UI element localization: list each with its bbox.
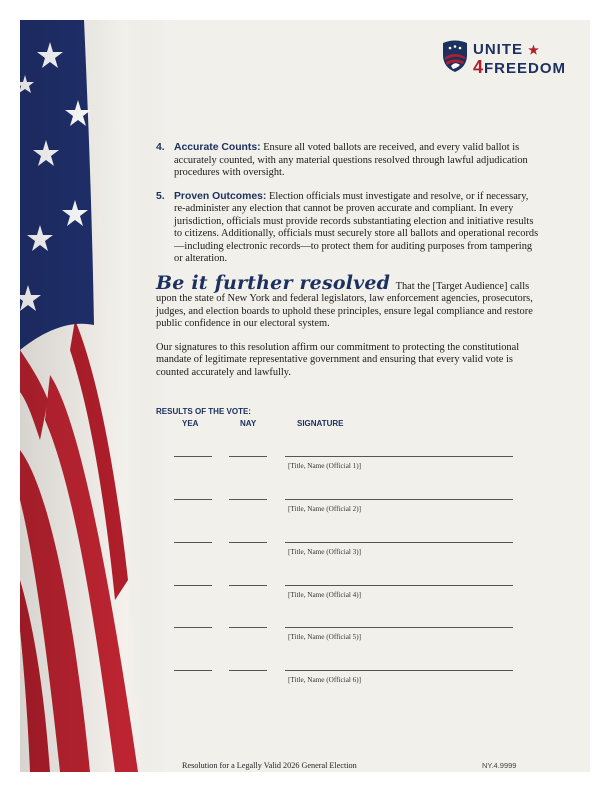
signature-caption: [Title, Name (Official 6)] (288, 676, 362, 684)
shield-eagle-icon (441, 39, 469, 73)
nay-line[interactable] (229, 499, 267, 500)
list-item-proven-outcomes (156, 191, 540, 266)
signature-caption: [Title, Name (Official 3)] (288, 548, 362, 556)
resolved-paragraph (156, 271, 540, 331)
nay-line[interactable] (229, 542, 267, 543)
resolution-body (156, 142, 540, 395)
nay-line[interactable] (229, 670, 267, 671)
item-text: Election officials must investigate and resolve, or if necessary, re-administer any election that cannot be proven accurate and compliant. In every jurisdiction, officials must provide records substantiating election and initiative results to citizens. Additionally, officials must securely store all ballots and operational records—including electronic records—to protect them for auditing purposes from tampering or alteration. (174, 190, 539, 264)
item-text: Ensure all voted ballots are received, and every valid ballot is accurately counted, with any material questions resolved through lawful adjudication procedures with oversight. (174, 142, 528, 178)
signature-line[interactable] (285, 627, 513, 628)
yea-line[interactable] (174, 670, 212, 671)
resolved-text: That the [Target Audience] calls upon the state of New York and federal legislators, law enforcement agencies, prosecutors, judges, and election boards to uphold these principles, ensure legal compliance and restore public confidence in our electoral system. (156, 280, 533, 329)
nay-line[interactable] (229, 585, 267, 586)
logo-line2: 4FREEDOM (473, 57, 567, 77)
document-page (20, 20, 590, 772)
signature-caption: [Title, Name (Official 4)] (288, 591, 362, 599)
yea-line[interactable] (174, 456, 212, 457)
signature-line[interactable] (285, 456, 513, 457)
footer-code: NY.4.9999 (482, 761, 517, 770)
nay-line[interactable] (229, 627, 267, 628)
results-title: RESULTS OF THE VOTE: (156, 407, 251, 416)
item-number: 5. (156, 190, 165, 202)
signature-caption: [Title, Name (Official 5)] (288, 633, 362, 641)
signatures-paragraph: Our signatures to this resolution affirm our commitment to protecting the constitutional mandate of legitimate representative government and ensuring that every valid vote is counted accurately and lawfully. (156, 341, 520, 378)
column-header-nay: NAY (240, 419, 257, 428)
yea-line[interactable] (174, 542, 212, 543)
resolved-heading: Be it further resolved (156, 271, 391, 294)
logo-line1: UNITE ★ (473, 41, 540, 58)
footer-title: Resolution for a Legally Valid 2026 General Election (182, 761, 357, 770)
nay-line[interactable] (229, 456, 267, 457)
american-flag-image (20, 20, 170, 772)
list-item-accurate-counts (156, 142, 540, 180)
signature-caption: [Title, Name (Official 1)] (288, 462, 362, 470)
column-header-signature: SIGNATURE (297, 419, 344, 428)
item-lead: Proven Outcomes: (174, 190, 267, 202)
column-header-yea: YEA (182, 419, 199, 428)
signature-line[interactable] (285, 542, 513, 543)
unite-4-freedom-logo (441, 39, 571, 79)
signature-line[interactable] (285, 670, 513, 671)
signature-caption: [Title, Name (Official 2)] (288, 505, 362, 513)
yea-line[interactable] (174, 499, 212, 500)
star-icon: ★ (528, 43, 540, 57)
signature-line[interactable] (285, 499, 513, 500)
item-lead: Accurate Counts: (174, 142, 261, 153)
item-number: 4. (156, 142, 165, 153)
yea-line[interactable] (174, 585, 212, 586)
signature-line[interactable] (285, 585, 513, 586)
yea-line[interactable] (174, 627, 212, 628)
